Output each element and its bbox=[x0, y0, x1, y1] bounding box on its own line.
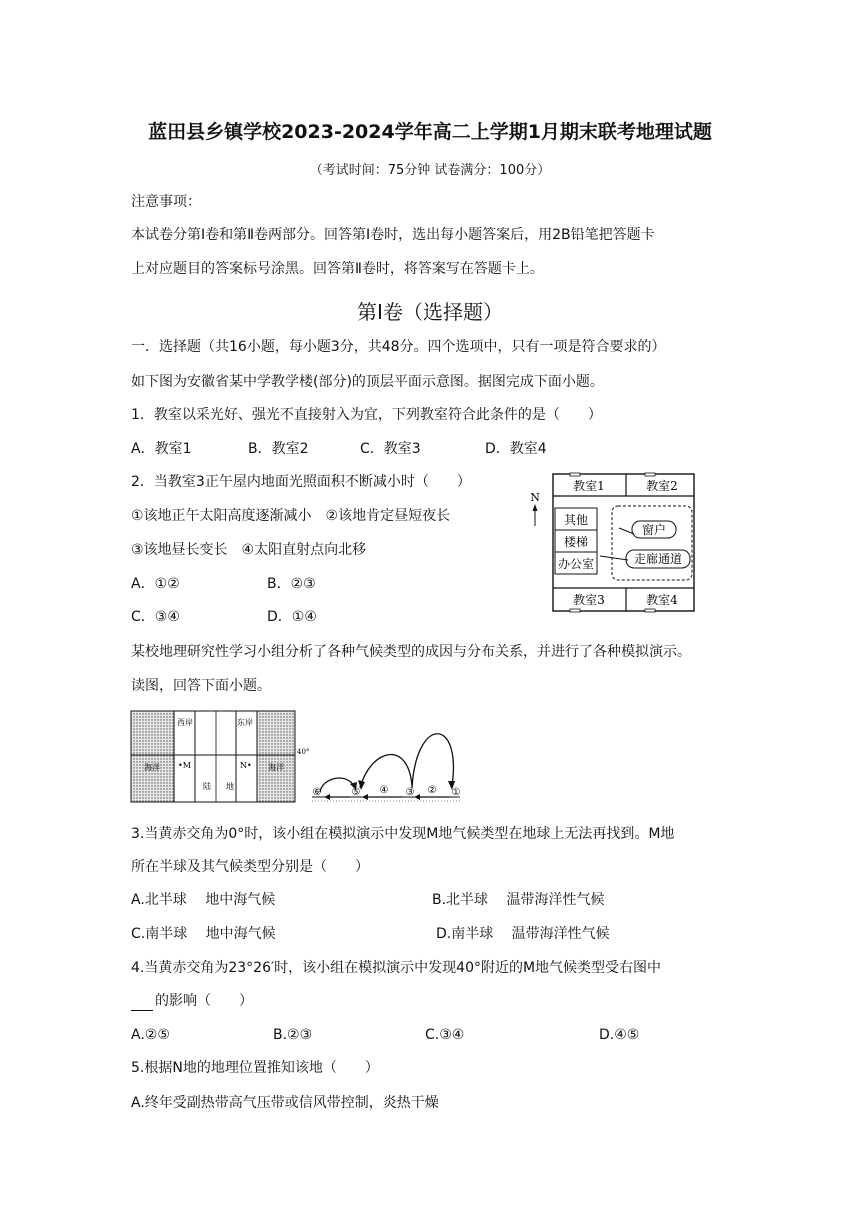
circulation-label-2: ② bbox=[427, 785, 437, 796]
land-label-1: 陆 bbox=[203, 782, 211, 791]
room2-label: 教室2 bbox=[646, 479, 678, 493]
corridor-outline bbox=[612, 506, 692, 580]
latitude-label: 40° bbox=[297, 748, 310, 756]
q1-option-c: C．教室3 bbox=[360, 441, 421, 457]
notes-line-2: 上对应题目的答案标号涂黑。回答第Ⅱ卷时，将答案写在答题卡上。 bbox=[131, 261, 544, 277]
land-label-2: 地 bbox=[226, 782, 234, 791]
room4-label: 教室4 bbox=[646, 593, 678, 607]
west-coast-label: 西岸 bbox=[177, 718, 193, 727]
circulation-label-3: ③ bbox=[405, 787, 415, 798]
continent-map-figure bbox=[130, 710, 316, 804]
ocean-right-area bbox=[257, 711, 295, 802]
circulation-figure bbox=[312, 720, 462, 804]
q1-option-a: A．教室1 bbox=[131, 441, 192, 457]
q4-stem-2-line bbox=[131, 991, 253, 1011]
q2-option-b: B．②③ bbox=[267, 576, 316, 592]
section-instruction: 一．选择题（共16小题，每小题3分，共48分。四个选项中，只有一项是符合要求的） bbox=[131, 339, 666, 355]
q5-option-a: A.终年受副热带高气压带或信风带控制，炎热干燥 bbox=[131, 1095, 439, 1111]
q4-option-b: B.②③ bbox=[273, 1027, 313, 1043]
q2-option-c: C．③④ bbox=[131, 609, 180, 625]
section-title: 第Ⅰ卷（选择题） bbox=[357, 300, 503, 324]
stairs-label: 楼梯 bbox=[563, 535, 589, 549]
q3-stem-1: 3.当黄赤交角为0°时，该小组在模拟演示中发现M地气候类型在地球上无法再找到。M地 bbox=[131, 826, 675, 842]
point-n-label: N• bbox=[240, 761, 252, 770]
q4-option-c: C.③④ bbox=[425, 1027, 465, 1043]
north-label: N bbox=[530, 491, 540, 504]
group2-intro-1: 某校地理研究性学习小组分析了各种气候类型的成因与分布关系，并进行了各种模拟演示。 bbox=[131, 644, 691, 660]
q4-stem-2: 的影响（ ） bbox=[155, 993, 253, 1009]
ocean-left-label: 海洋 bbox=[144, 763, 160, 772]
window-label: 窗户 bbox=[641, 523, 667, 537]
ocean-right-label: 海洋 bbox=[268, 763, 284, 772]
q1-option-b: B．教室2 bbox=[248, 441, 309, 457]
q3-stem-2: 所在半球及其气候类型分别是（ ） bbox=[131, 859, 369, 875]
q3-option-a: A.北半球 地中海气候 bbox=[131, 892, 276, 908]
q1-stem: 1．教室以采光好、强光不直接射入为宜，下列教室符合此条件的是（ ） bbox=[131, 407, 602, 423]
other-label: 其他 bbox=[563, 513, 589, 527]
notes-heading: 注意事项： bbox=[131, 194, 201, 210]
q3-option-c: C.南半球 地中海气候 bbox=[131, 926, 276, 942]
circulation-label-6: ⑥ bbox=[312, 787, 322, 798]
corridor-label: 走廊通道 bbox=[633, 552, 683, 566]
ocean-left-area bbox=[131, 711, 174, 802]
document-title: 蓝田县乡镇学校2023-2024学年高二上学期1月期末联考地理试题 bbox=[148, 121, 712, 143]
q1-option-d: D．教室4 bbox=[485, 441, 547, 457]
room1-label: 教室1 bbox=[573, 479, 605, 493]
q4-stem-1: 4.当黄赤交角为23°26′时，该小组在模拟演示中发现40°附近的M地气候类型受右图中 bbox=[131, 960, 662, 976]
q5-stem: 5.根据N地的地理位置推知该地（ ） bbox=[131, 1060, 379, 1076]
floorplan-figure bbox=[522, 468, 698, 616]
office-label: 办公室 bbox=[557, 557, 595, 571]
q4-option-d: D.④⑤ bbox=[599, 1027, 640, 1043]
q2-stem: 2．当教室3正午屋内地面光照面积不断减小时（ ） bbox=[131, 474, 471, 490]
notes-line-1: 本试卷分第Ⅰ卷和第Ⅱ卷两部分。回答第Ⅰ卷时，选出每小题答案后，用2B铅笔把答题卡 bbox=[131, 227, 655, 243]
q2-option-d: D．①④ bbox=[267, 609, 317, 625]
circulation-label-4: ④ bbox=[379, 785, 389, 796]
circulation-label-1: ① bbox=[451, 787, 461, 798]
point-m-label: •M bbox=[178, 761, 191, 770]
group1-intro: 如下图为安徽省某中学教学楼(部分)的顶层平面示意图。据图完成下面小题。 bbox=[131, 374, 604, 390]
q3-option-d: D.南半球 温带海洋性气候 bbox=[436, 926, 610, 942]
group2-intro-2: 读图，回答下面小题。 bbox=[131, 678, 271, 694]
east-coast-label: 东岸 bbox=[237, 718, 253, 727]
q2-option-a: A．①② bbox=[131, 576, 180, 592]
answer-blank bbox=[131, 996, 153, 1011]
q4-option-a: A.②⑤ bbox=[131, 1027, 170, 1043]
exam-info: （考试时间：75分钟 试卷满分：100分） bbox=[309, 163, 551, 178]
room3-label: 教室3 bbox=[573, 593, 605, 607]
q3-option-b: B.北半球 温带海洋性气候 bbox=[432, 892, 605, 908]
q2-statements-2: ③该地昼长变长 ④太阳直射点向北移 bbox=[131, 542, 367, 558]
q2-statements-1: ①该地正午太阳高度逐渐减小 ②该地肯定昼短夜长 bbox=[131, 508, 451, 524]
circulation-label-5: ⑤ bbox=[351, 787, 361, 798]
